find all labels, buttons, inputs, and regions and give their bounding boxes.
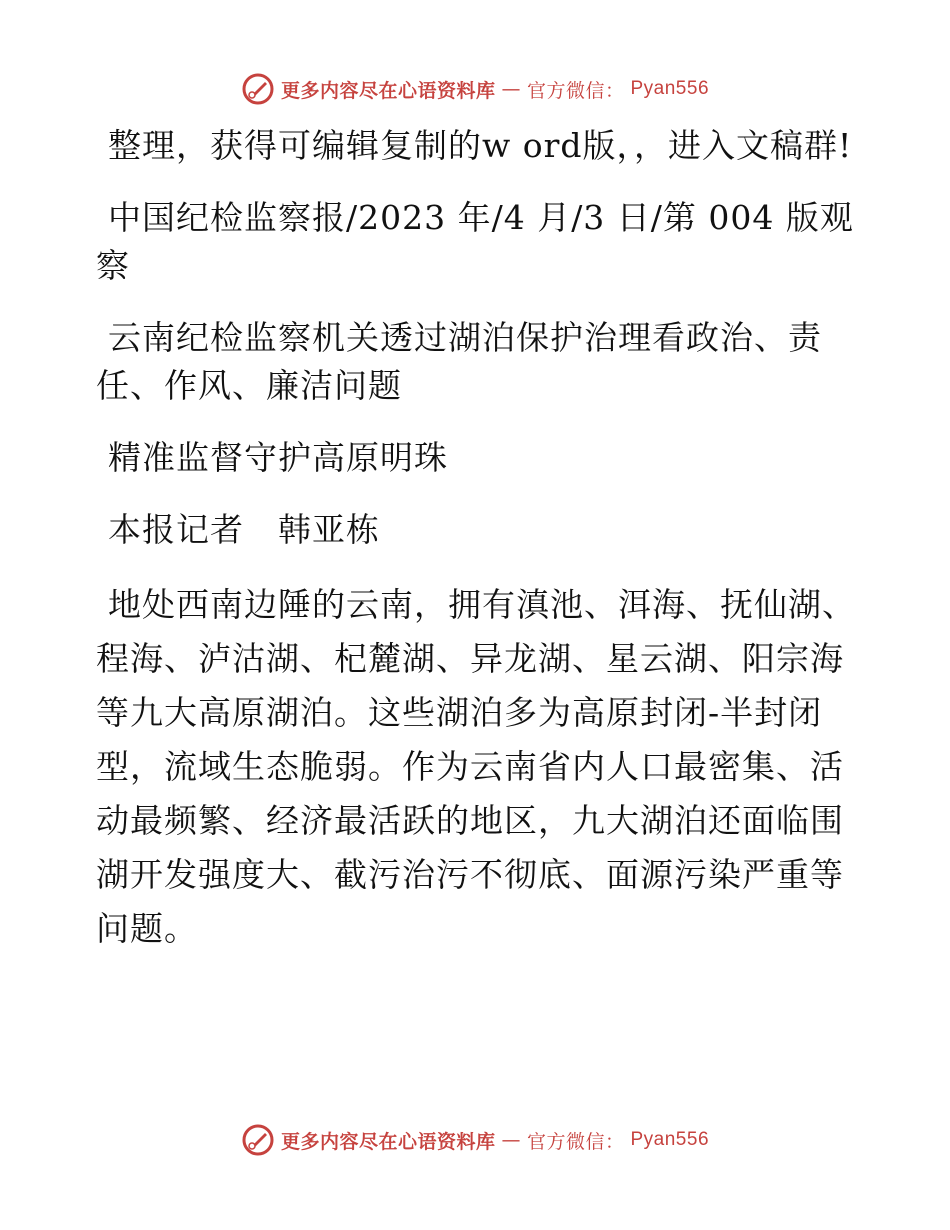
body-paragraph: 地处西南边陲的云南，拥有滇池、洱海、抚仙湖、程海、泸沽湖、杞麓湖、异龙湖、星云湖、阳宗海等九大高原湖泊。这些湖泊多为高原封闭-半封闭型，流域生态脆弱。作为云南省内人口最密集、活动最频繁、经济最活跃的地区，九大湖泊还面临围湖开发强度大、截污治污不彻底、面源污染严重等问题。: [96, 585, 856, 948]
watermark-separator: —: [501, 1129, 521, 1151]
watermark-main-text: 更多内容尽在心语资料库: [280, 79, 496, 102]
article-title: 精准监督守护高原明珠: [108, 438, 448, 477]
byline: 本报记者 韩亚栋: [108, 510, 380, 549]
source-line: 中国纪检监察报/2023 年/4 月/3 日/第 004 版观察: [96, 198, 854, 285]
document-body: [96, 122, 856, 980]
pen-logo-icon: [241, 72, 275, 106]
watermark-main-text: 更多内容尽在心语资料库: [280, 1130, 496, 1153]
pen-logo-icon: [241, 1123, 275, 1157]
intro-paragraph: 整理，获得可编辑复制的w ord版，，进入文稿群!: [108, 126, 853, 165]
article-subtitle: 云南纪检监察机关透过湖泊保护治理看政治、责任、作风、廉洁问题: [96, 318, 822, 405]
watermark-official-label: 官方微信：: [526, 79, 625, 102]
header-watermark: [0, 72, 950, 106]
watermark-wechat-id: Pyan556: [630, 1129, 710, 1150]
watermark-wechat-id: Pyan556: [630, 78, 710, 99]
watermark-separator: —: [501, 78, 521, 100]
footer-watermark: [0, 1123, 950, 1157]
watermark-official-label: 官方微信：: [526, 1130, 625, 1153]
